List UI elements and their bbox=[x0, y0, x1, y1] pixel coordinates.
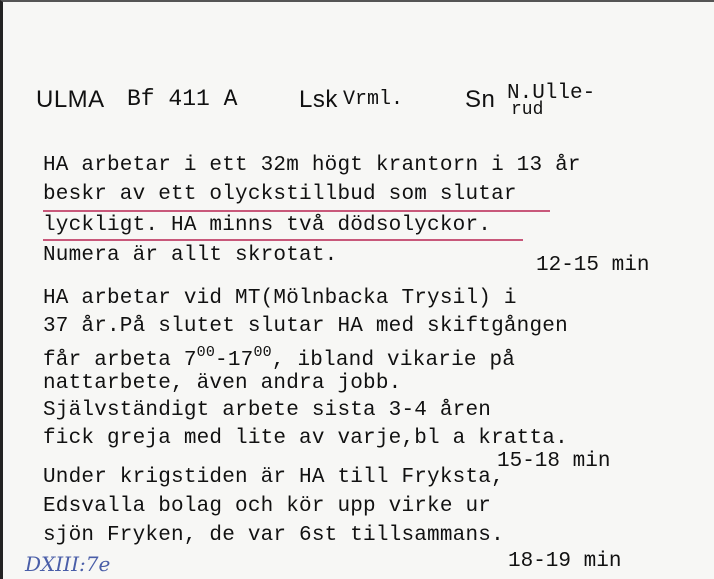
section1-line2: beskr av ett olyckstillbud som slutar bbox=[43, 183, 517, 206]
section3-line1: Under krigstiden är HA till Fryksta, bbox=[43, 466, 504, 489]
handwritten-archive-code: DXIII:7e bbox=[25, 552, 111, 576]
highlight-underline-2 bbox=[43, 239, 523, 241]
section2-line1: HA arbetar vid MT(Mölnbacka Trysil) i bbox=[43, 287, 517, 310]
section2-line4: nattarbete, även andra jobb. bbox=[43, 372, 402, 395]
section3-line2: Edsvalla bolag och kör upp virke ur bbox=[43, 495, 492, 518]
sn-value-bottom: rud bbox=[511, 100, 544, 120]
section2-line6: fick greja med lite av varje,bl a kratta. bbox=[43, 427, 568, 450]
highlight-underline-1 bbox=[43, 210, 550, 212]
section1-line4: Numera är allt skrotat. bbox=[43, 244, 338, 267]
section2-line3: får arbeta $7^{00}-17^{00}$, ibland vikarie på bbox=[43, 344, 516, 372]
archive-code: ULMA bbox=[36, 86, 105, 113]
section2-line5: Självständigt arbete sista 3-4 åren bbox=[43, 399, 492, 422]
section2-line2: 37 år.På slutet slutar HA med skiftgången bbox=[43, 315, 568, 338]
section1-duration: 12-15 min bbox=[536, 254, 650, 277]
sn-label: Sn bbox=[465, 86, 496, 113]
lsk-value: Vrml. bbox=[343, 88, 404, 111]
section3-duration: 18-19 min bbox=[508, 550, 622, 573]
lsk-label: Lsk bbox=[299, 86, 338, 113]
section3-line3: sjön Fryken, de var 6st tillsammans. bbox=[43, 524, 504, 547]
sn-value-top: N.Ulle- bbox=[507, 82, 596, 105]
section1-line1: HA arbetar i ett 32m högt krantorn i 13 år bbox=[43, 154, 581, 177]
reference-number: Bf 411 A bbox=[127, 86, 238, 112]
section1-line3: lyckligt. HA minns två dödsolyckor. bbox=[43, 214, 492, 237]
section2-duration: 15-18 min bbox=[497, 450, 611, 473]
